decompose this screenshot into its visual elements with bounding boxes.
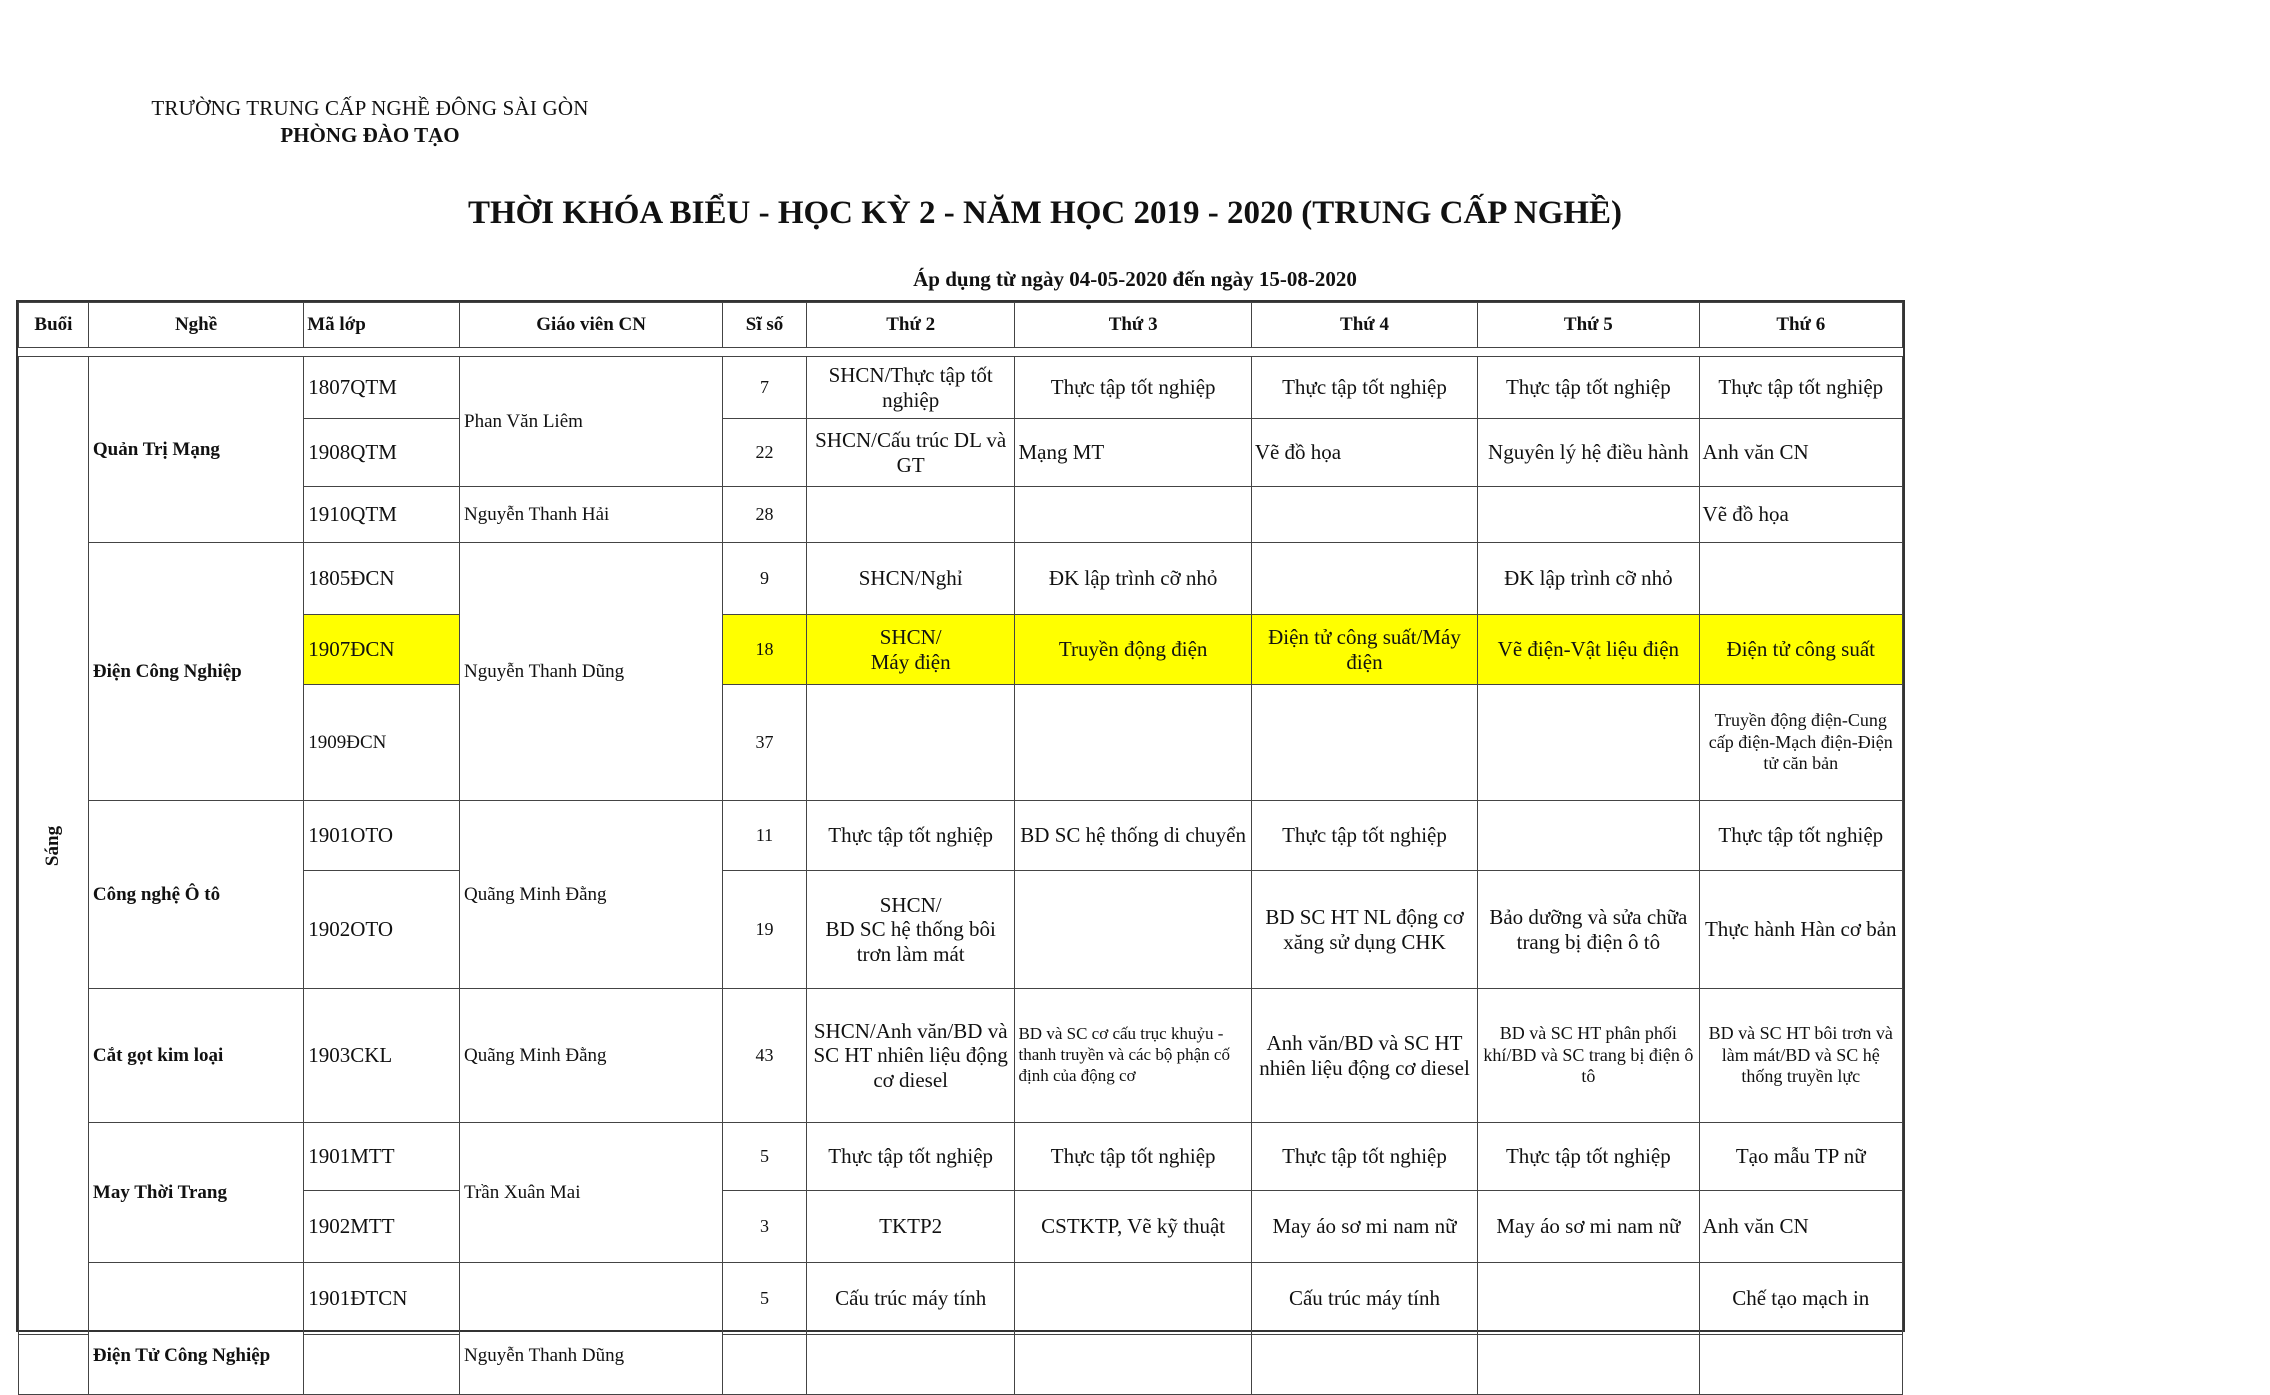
day-cell: Thực tập tốt nghiệp bbox=[1251, 1123, 1477, 1191]
day-cell: Điện tử công suất/Máy điện bbox=[1251, 615, 1477, 685]
day-cell: Cấu trúc máy tính bbox=[1251, 1263, 1477, 1335]
class-code: 1901OTO bbox=[304, 801, 460, 871]
day-cell: Anh văn/BD và SC HT nhiên liệu động cơ diesel bbox=[1251, 989, 1477, 1123]
day-cell: Thực tập tốt nghiệp bbox=[1478, 1123, 1699, 1191]
day-cell: Thực tập tốt nghiệp bbox=[1251, 357, 1477, 419]
day-cell: Anh văn CN bbox=[1699, 1191, 1902, 1263]
session-cell bbox=[19, 357, 89, 1335]
day-cell: BD và SC HT phân phối khí/BD và SC trang bị điện ô tô bbox=[1478, 989, 1699, 1123]
teacher-cell: Quãng Minh Đằng bbox=[460, 989, 723, 1123]
day-cell: May áo sơ mi nam nữ bbox=[1251, 1191, 1477, 1263]
class-count: 9 bbox=[723, 543, 807, 615]
day-cell bbox=[1251, 543, 1477, 615]
class-code: 1805ĐCN bbox=[304, 543, 460, 615]
col-header-tue: Thứ 3 bbox=[1015, 303, 1251, 348]
day-cell: Nguyên lý hệ điều hành bbox=[1478, 419, 1699, 487]
table-row bbox=[19, 543, 1903, 615]
teacher-cell: Nguyễn Thanh Hải bbox=[460, 487, 723, 543]
col-header-thu: Thứ 5 bbox=[1478, 303, 1699, 348]
day-cell bbox=[1478, 1263, 1699, 1335]
day-cell: SHCN/Anh văn/BD và SC HT nhiên liệu động cơ diesel bbox=[806, 989, 1015, 1123]
day-cell: Thực tập tốt nghiệp bbox=[1699, 357, 1902, 419]
day-cell: Thực tập tốt nghiệp bbox=[1478, 357, 1699, 419]
header-gap bbox=[19, 348, 1903, 357]
session-label: Sáng bbox=[42, 825, 64, 866]
major-cell: Điện Công Nghiệp bbox=[88, 543, 303, 801]
day-cell: SHCN/ BD SC hệ thống bôi trơn làm mát bbox=[806, 871, 1015, 989]
day-cell: Cấu trúc máy tính bbox=[806, 1263, 1015, 1335]
class-code: 1907ĐCN bbox=[304, 615, 460, 685]
day-cell: Mạng MT bbox=[1015, 419, 1251, 487]
class-code: 1901ĐTCN bbox=[304, 1263, 460, 1335]
department-name: PHÒNG ĐÀO TẠO bbox=[280, 123, 460, 147]
day-cell bbox=[1251, 685, 1477, 801]
day-cell: SHCN/Nghỉ bbox=[806, 543, 1015, 615]
school-name: TRƯỜNG TRUNG CẤP NGHỀ ĐÔNG SÀI GÒN bbox=[151, 96, 589, 120]
day-cell: Thực tập tốt nghiệp bbox=[1015, 1123, 1251, 1191]
teacher-cell: Phan Văn Liêm bbox=[460, 357, 723, 487]
day-cell bbox=[1015, 1263, 1251, 1335]
class-code: 1910QTM bbox=[304, 487, 460, 543]
major-cell: Cắt gọt kim loại bbox=[88, 989, 303, 1123]
day-cell: Điện tử công suất bbox=[1699, 615, 1902, 685]
day-cell bbox=[1699, 543, 1902, 615]
col-header-session: Buổi bbox=[19, 303, 89, 348]
day-cell: SHCN/Thực tập tốt nghiệp bbox=[806, 357, 1015, 419]
class-count: 11 bbox=[723, 801, 807, 871]
day-cell: TKTP2 bbox=[806, 1191, 1015, 1263]
day-cell: Vẽ đồ họa bbox=[1251, 419, 1477, 487]
day-cell: Vẽ điện-Vật liệu điện bbox=[1478, 615, 1699, 685]
applied-date-range: Áp dụng từ ngày 04-05-2020 đến ngày 15-08-2020 bbox=[913, 267, 1357, 291]
day-cell: Thực tập tốt nghiệp bbox=[1699, 801, 1902, 871]
timetable bbox=[18, 302, 1903, 1395]
teacher-cell: Trần Xuân Mai bbox=[460, 1123, 723, 1263]
day-cell: BD SC HT NL động cơ xăng sử dụng CHK bbox=[1251, 871, 1477, 989]
col-header-class: Mã lớp bbox=[304, 303, 460, 348]
teacher-cell: Quãng Minh Đằng bbox=[460, 801, 723, 989]
col-header-mon: Thứ 2 bbox=[806, 303, 1015, 348]
class-count: 37 bbox=[723, 685, 807, 801]
class-code: 1902OTO bbox=[304, 871, 460, 989]
major-cell: May Thời Trang bbox=[88, 1123, 303, 1263]
class-code: 1909ĐCN bbox=[304, 685, 460, 801]
day-cell bbox=[806, 487, 1015, 543]
day-cell: May áo sơ mi nam nữ bbox=[1478, 1191, 1699, 1263]
class-code: 1902MTT bbox=[304, 1191, 460, 1263]
table-row bbox=[19, 801, 1903, 871]
day-cell bbox=[1015, 487, 1251, 543]
day-cell: SHCN/Cấu trúc DL và GT bbox=[806, 419, 1015, 487]
class-count: 5 bbox=[723, 1263, 807, 1335]
header-row bbox=[19, 303, 1903, 348]
day-cell bbox=[1478, 685, 1699, 801]
class-count: 22 bbox=[723, 419, 807, 487]
day-cell: Truyền động điện bbox=[1015, 615, 1251, 685]
day-cell: BD và SC HT bôi trơn và làm mát/BD và SC hệ thống truyền lực bbox=[1699, 989, 1902, 1123]
col-header-count: Sĩ số bbox=[723, 303, 807, 348]
page-title: THỜI KHÓA BIỂU - HỌC KỲ 2 - NĂM HỌC 2019 - 2020 (TRUNG CẤP NGHỀ) bbox=[467, 195, 1623, 231]
day-cell: Chế tạo mạch in bbox=[1699, 1263, 1902, 1335]
day-cell bbox=[1015, 871, 1251, 989]
table-row bbox=[19, 1123, 1903, 1191]
day-cell: ĐK lập trình cỡ nhỏ bbox=[1015, 543, 1251, 615]
class-count: 28 bbox=[723, 487, 807, 543]
day-cell: Tạo mẫu TP nữ bbox=[1699, 1123, 1902, 1191]
major-cell: Công nghệ Ô tô bbox=[88, 801, 303, 989]
day-cell bbox=[1251, 487, 1477, 543]
col-header-major: Nghề bbox=[88, 303, 303, 348]
class-code: 1903CKL bbox=[304, 989, 460, 1123]
day-cell: BD SC hệ thống di chuyển bbox=[1015, 801, 1251, 871]
class-count: 3 bbox=[723, 1191, 807, 1263]
table-row bbox=[19, 989, 1903, 1123]
timetable-frame bbox=[16, 300, 1905, 1366]
day-cell bbox=[1015, 685, 1251, 801]
day-cell: CSTKTP, Vẽ kỹ thuật bbox=[1015, 1191, 1251, 1263]
class-count: 18 bbox=[723, 615, 807, 685]
day-cell: Thực hành Hàn cơ bản bbox=[1699, 871, 1902, 989]
col-header-wed: Thứ 4 bbox=[1251, 303, 1477, 348]
table-row bbox=[19, 1263, 1903, 1335]
day-cell: SHCN/ Máy điện bbox=[806, 615, 1015, 685]
day-cell: Bảo dưỡng và sửa chữa trang bị điện ô tô bbox=[1478, 871, 1699, 989]
day-cell bbox=[806, 685, 1015, 801]
day-cell: Anh văn CN bbox=[1699, 419, 1902, 487]
class-count: 43 bbox=[723, 989, 807, 1123]
day-cell: ĐK lập trình cỡ nhỏ bbox=[1478, 543, 1699, 615]
day-cell: Thực tập tốt nghiệp bbox=[806, 1123, 1015, 1191]
day-cell bbox=[1478, 801, 1699, 871]
day-cell: BD và SC cơ cấu trục khuỷu - thanh truyền và các bộ phận cố định của động cơ bbox=[1015, 989, 1251, 1123]
class-count: 19 bbox=[723, 871, 807, 989]
day-cell: Thực tập tốt nghiệp bbox=[1251, 801, 1477, 871]
major-cell: Quản Trị Mạng bbox=[88, 357, 303, 543]
col-header-teacher: Giáo viên CN bbox=[460, 303, 723, 348]
day-cell bbox=[1478, 487, 1699, 543]
class-code: 1908QTM bbox=[304, 419, 460, 487]
class-count: 5 bbox=[723, 1123, 807, 1191]
teacher-cell: Nguyễn Thanh Dũng bbox=[460, 543, 723, 801]
class-code: 1901MTT bbox=[304, 1123, 460, 1191]
day-cell: Vẽ đồ họa bbox=[1699, 487, 1902, 543]
day-cell: Truyền động điện-Cung cấp điện-Mạch điện-Điện tử căn bản bbox=[1699, 685, 1902, 801]
class-count: 7 bbox=[723, 357, 807, 419]
col-header-fri: Thứ 6 bbox=[1699, 303, 1902, 348]
table-row bbox=[19, 357, 1903, 419]
teacher-cell: Nguyễn Thanh Dũng bbox=[460, 1263, 723, 1395]
day-cell: Thực tập tốt nghiệp bbox=[806, 801, 1015, 871]
class-code: 1807QTM bbox=[304, 357, 460, 419]
day-cell: Thực tập tốt nghiệp bbox=[1015, 357, 1251, 419]
major-cell: Điện Tử Công Nghiệp bbox=[88, 1263, 303, 1395]
